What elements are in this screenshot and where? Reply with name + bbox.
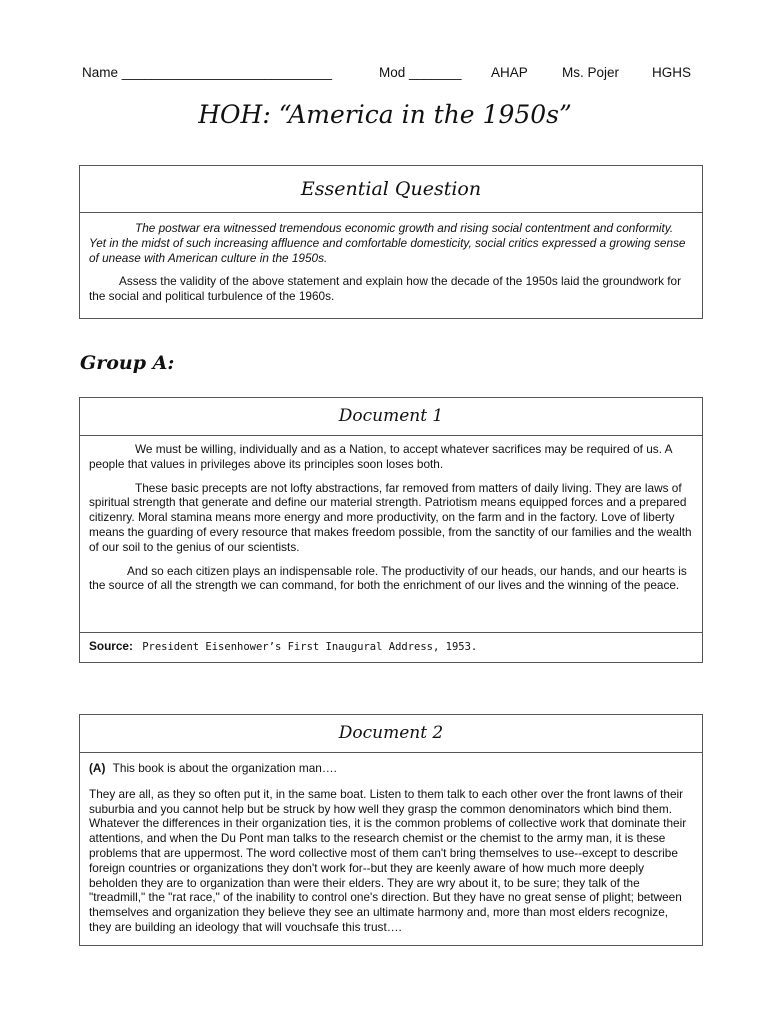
course-label: AHAP xyxy=(491,65,528,80)
source-label: Source: xyxy=(89,639,133,653)
essential-question-box xyxy=(79,165,703,319)
group-label: Group A: xyxy=(80,352,175,374)
essential-question-statement: The postwar era witnessed tremendous economic growth and rising social contentment and conformity. Yet in the midst of such increasing affluence and comfortable domesticity, social critics expressed a growing sense of unease with American culture in the 1950s. xyxy=(89,221,686,265)
mod-field: Mod _______ xyxy=(379,65,462,80)
document-2-box xyxy=(79,714,703,946)
part-intro: This book is about the organization man…. xyxy=(112,761,337,775)
document-2-part-a xyxy=(89,761,693,776)
essential-question-prompt: Assess the validity of the above statement and explain how the decade of the 1950s laid the groundwork for the social and political turbulence of the 1960s. xyxy=(89,274,682,304)
document-1-paragraph: These basic precepts are not lofty abstractions, far removed from matters of daily living. They are laws of spiritual strength that generate and define our material strength. Patriotism means equipped forces and a prepared citizenry. Moral stamina means more energy and more productivity, on the farm and in the factory. Love of liberty means the guarding of every resource that makes freedom possible, from the sanctity of our families and the wealth of our soil to the genius of our scientists. xyxy=(89,480,692,554)
worksheet-header xyxy=(82,65,694,83)
essential-question-heading: Essential Question xyxy=(80,166,702,213)
document-2-paragraph: They are all, as they so often put it, in the same boat. Listen to them talk to each other over the front lawns of their suburbia and you cannot help but be struck by how well they grasp the common denominators which bind them. Whatever the differences in their organization ties, it is the common problems of collective work that dominate their attentions, and when the Du Pont man talks to the research chemist or the chemist to the army man, it is these problems that are uppermost. The word collective most of them can't bring themselves to use--except to describe foreign countries or organizations they don't work for--but they are keenly aware of how much more deeply beholden they are to organization than were their elders. They are wry about it, to be sure; they talk of the "treadmill," the "rat race," of the inability to control one's direction. But they have no great sense of plight; between themselves and organization they believe they see an ultimate harmony and, more than most elders recognize, they are building an ideology that will vouchsafe this trust…. xyxy=(89,786,687,934)
page-title: HOH: “America in the 1950s” xyxy=(198,100,572,129)
document-1-paragraph: We must be willing, individually and as a Nation, to accept whatever sacrifices may be required of us. A people that values in privileges above its principles soon loses both. xyxy=(89,442,672,471)
source-text: President Eisenhower’s First Inaugural Address, 1953. xyxy=(142,641,478,653)
document-1-paragraph: And so each citizen plays an indispensable role. The productivity of our heads, our hands, and our hearts is the source of all the strength we can command, for both the enrichment of our lives and the winning of the peace. xyxy=(89,563,687,593)
document-2-heading: Document 2 xyxy=(80,715,702,753)
name-field: Name ____________________________ xyxy=(82,65,332,80)
document-1-box xyxy=(79,397,703,663)
document-1-source xyxy=(80,633,702,663)
part-label: (A) xyxy=(89,761,106,775)
school-label: HGHS xyxy=(652,65,692,80)
teacher-label: Ms. Pojer xyxy=(562,65,620,80)
document-1-heading: Document 1 xyxy=(80,398,702,436)
